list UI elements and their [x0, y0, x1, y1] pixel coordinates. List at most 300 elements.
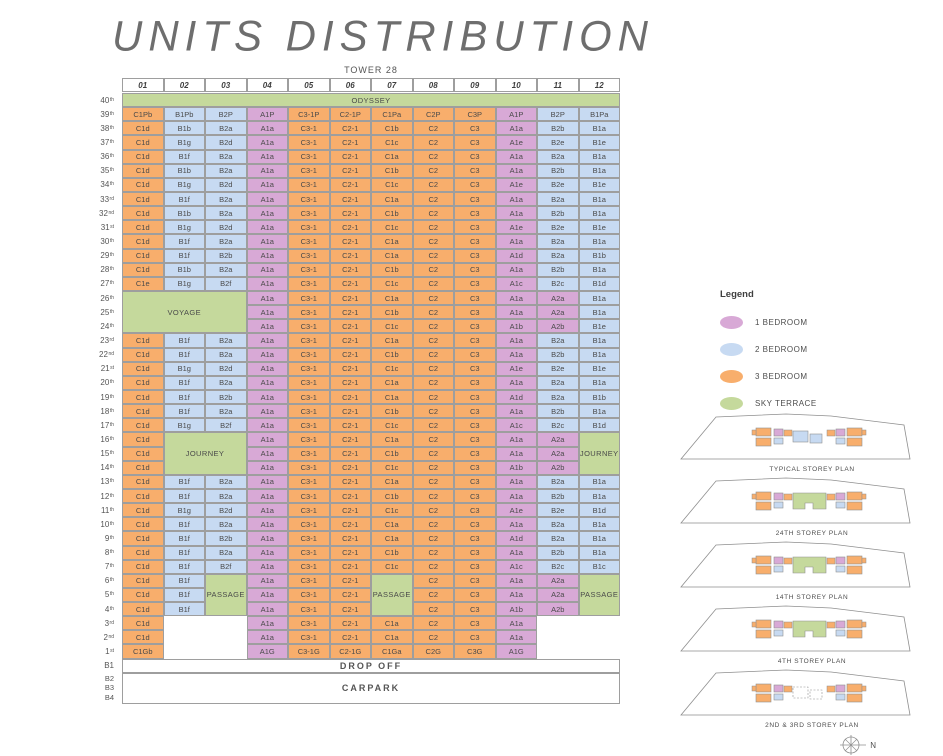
unit-cell: B2a	[537, 531, 579, 545]
unit-cell: C1b	[371, 206, 413, 220]
unit-cell: A1a	[496, 447, 538, 461]
column-header: 06	[330, 78, 372, 92]
unit-cell: B1a	[579, 404, 621, 418]
unit-cell: A1e	[496, 135, 538, 149]
unit-cell: B1f	[164, 546, 206, 560]
unit-cell: B1b	[164, 164, 206, 178]
unit-cell: B1f	[164, 475, 206, 489]
unit-cell: C2	[413, 319, 455, 333]
unit-cell: B1f	[164, 192, 206, 206]
unit-cell: C1d	[122, 348, 164, 362]
unit-cell: B1e	[579, 135, 621, 149]
unit-cell: C2	[413, 362, 455, 376]
unit-cell: B1a	[579, 376, 621, 390]
floor-label: 14 th	[100, 463, 114, 473]
unit-cell: A1G	[496, 644, 538, 658]
unit-cell: C2-1	[330, 630, 372, 644]
unit-cell: C2-1	[330, 475, 372, 489]
unit-cell: C2-1	[330, 206, 372, 220]
unit-cell: B2a	[205, 164, 247, 178]
unit-cell: B2f	[205, 560, 247, 574]
unit-cell: B1b	[579, 390, 621, 404]
column-header: 03	[205, 78, 247, 92]
unit-cell: A2a	[537, 432, 579, 446]
legend-label: 2 BEDROOM	[755, 345, 808, 354]
unit-cell: B1c	[579, 560, 621, 574]
unit-cell: B2a	[205, 192, 247, 206]
floor-label: 7 th	[104, 562, 114, 572]
unit-cell: C1b	[371, 404, 413, 418]
unit-cell: A1a	[247, 447, 289, 461]
unit-cell: B1b	[579, 249, 621, 263]
unit-cell: A2a	[537, 588, 579, 602]
storey-plan-thumbnail	[666, 540, 938, 601]
unit-cell: A1a	[247, 517, 289, 531]
unit-cell: B2b	[205, 531, 247, 545]
unit-cell: B2b	[537, 121, 579, 135]
unit-cell: B2b	[537, 546, 579, 560]
unit-cell: C2	[413, 517, 455, 531]
empty-cell	[164, 644, 247, 658]
unit-cell: C3	[454, 178, 496, 192]
plan-caption: 24TH STOREY PLAN	[775, 530, 849, 537]
unit-cell: A1b	[496, 461, 538, 475]
unit-cell: C3	[454, 192, 496, 206]
unit-cell: C1c	[371, 319, 413, 333]
unit-cell: A1e	[496, 178, 538, 192]
unit-cell: B1a	[579, 150, 621, 164]
unit-cell: B2b	[537, 404, 579, 418]
unit-cell: B2e	[537, 220, 579, 234]
unit-cell: C1d	[122, 333, 164, 347]
unit-cell: C1Pa	[371, 107, 413, 121]
floor-label: 31 st	[100, 222, 114, 232]
unit-cell: A1d	[496, 531, 538, 545]
unit-cell: A1a	[247, 588, 289, 602]
unit-cell: C3	[454, 574, 496, 588]
unit-cell: C3	[454, 234, 496, 248]
column-header: 10	[496, 78, 538, 92]
unit-cell: B1d	[579, 503, 621, 517]
floor-label: 11 th	[101, 505, 114, 515]
unit-cell: A1a	[496, 291, 538, 305]
unit-cell: B1f	[164, 348, 206, 362]
unit-cell: C3-1P	[288, 107, 330, 121]
unit-cell: C2-1	[330, 220, 372, 234]
unit-cell: C3	[454, 150, 496, 164]
unit-cell: C2	[413, 616, 455, 630]
unit-cell: C1Pb	[122, 107, 164, 121]
unit-cell: C1d	[122, 602, 164, 616]
unit-cell: C2	[413, 121, 455, 135]
unit-cell: C1d	[122, 503, 164, 517]
empty-cell	[537, 644, 620, 658]
unit-cell: C3-1	[288, 489, 330, 503]
unit-cell: C2	[413, 418, 455, 432]
unit-cell: B2c	[537, 560, 579, 574]
unit-cell: C1b	[371, 489, 413, 503]
unit-cell: A2b	[537, 319, 579, 333]
unit-cell: B2a	[205, 150, 247, 164]
unit-cell: B2a	[205, 489, 247, 503]
unit-cell: C2-1	[330, 574, 372, 588]
unit-cell: A1a	[247, 461, 289, 475]
unit-cell: C1a	[371, 475, 413, 489]
legend	[720, 289, 870, 417]
unit-cell: C2	[413, 390, 455, 404]
unit-cell: C3	[454, 249, 496, 263]
floor-label: 27 th	[100, 279, 114, 289]
unit-cell: A1a	[496, 263, 538, 277]
unit-cell: C3	[454, 418, 496, 432]
unit-cell: B1f	[164, 333, 206, 347]
unit-cell: B1a	[579, 234, 621, 248]
empty-cell	[164, 630, 247, 644]
unit-cell: C2	[413, 263, 455, 277]
unit-cell: A1a	[247, 376, 289, 390]
unit-cell: A1a	[496, 234, 538, 248]
unit-cell: B2d	[205, 503, 247, 517]
unit-cell: C1d	[122, 475, 164, 489]
unit-cell: C2	[413, 150, 455, 164]
unit-cell: A1a	[247, 291, 289, 305]
floor-label: 28 th	[100, 265, 114, 275]
legend-label: 3 BEDROOM	[755, 372, 808, 381]
unit-cell: C3	[454, 291, 496, 305]
unit-cell: A2a	[537, 447, 579, 461]
unit-cell: C1d	[122, 447, 164, 461]
unit-cell: C3-1	[288, 135, 330, 149]
unit-cell: A1a	[496, 546, 538, 560]
unit-cell: B1f	[164, 517, 206, 531]
plan-caption: 4TH STOREY PLAN	[777, 658, 847, 665]
unit-cell: C3-1	[288, 602, 330, 616]
unit-cell: C1d	[122, 489, 164, 503]
unit-cell: B2b	[537, 489, 579, 503]
unit-cell: C1d	[122, 531, 164, 545]
unit-cell: B1b	[164, 121, 206, 135]
unit-cell: B2b	[537, 263, 579, 277]
unit-cell: C1a	[371, 390, 413, 404]
unit-cell: C2	[413, 135, 455, 149]
storey-plan-thumbnail	[666, 412, 938, 473]
storey-plan-thumbnail	[666, 668, 938, 729]
unit-cell: A1e	[496, 503, 538, 517]
amenity-cell: PASSAGE	[371, 574, 413, 616]
unit-cell: C1d	[122, 206, 164, 220]
unit-cell: C2-1	[330, 277, 372, 291]
unit-cell: C1c	[371, 135, 413, 149]
unit-cell: C3-1	[288, 390, 330, 404]
unit-cell: A1a	[496, 333, 538, 347]
unit-cell: B1f	[164, 150, 206, 164]
unit-cell: C3-1	[288, 404, 330, 418]
floor-label: 17 th	[100, 420, 114, 430]
floor-label: 2 nd	[103, 632, 114, 642]
unit-cell: B2a	[205, 206, 247, 220]
unit-cell: A1a	[496, 489, 538, 503]
unit-cell: B2e	[537, 135, 579, 149]
floor-label: 24 th	[100, 321, 114, 331]
unit-cell: A1b	[496, 602, 538, 616]
unit-cell: C2	[413, 277, 455, 291]
unit-cell: B2a	[205, 546, 247, 560]
unit-cell: B2a	[537, 333, 579, 347]
unit-cell: B1f	[164, 602, 206, 616]
floor-label: 23 rd	[100, 335, 114, 345]
unit-cell: C3	[454, 305, 496, 319]
one-bedroom-swatch-icon	[720, 316, 743, 329]
unit-cell: B2a	[537, 249, 579, 263]
unit-cell: C3-1	[288, 475, 330, 489]
amenity-cell: JOURNEY	[579, 432, 621, 474]
unit-cell: C3	[454, 348, 496, 362]
unit-cell: B2a	[205, 263, 247, 277]
unit-cell: C1c	[371, 277, 413, 291]
unit-cell: C2-1	[330, 121, 372, 135]
unit-cell: B2a	[205, 348, 247, 362]
unit-cell: C3	[454, 263, 496, 277]
unit-cell: C2	[413, 574, 455, 588]
unit-cell: B2P	[537, 107, 579, 121]
unit-cell: B1a	[579, 475, 621, 489]
unit-cell: C3-1	[288, 121, 330, 135]
unit-cell: C1c	[371, 461, 413, 475]
unit-cell: B1Pa	[579, 107, 621, 121]
unit-cell: A1a	[247, 432, 289, 446]
unit-cell: C3	[454, 135, 496, 149]
floor-label: B1	[104, 661, 114, 671]
unit-cell: C3-1	[288, 305, 330, 319]
unit-cell: B2a	[205, 333, 247, 347]
unit-cell: C1d	[122, 178, 164, 192]
unit-cell: B2c	[537, 418, 579, 432]
storey-plans-panel	[666, 412, 938, 756]
unit-cell: A1a	[247, 418, 289, 432]
column-header: 04	[247, 78, 289, 92]
amenity-cell: JOURNEY	[164, 432, 247, 474]
unit-cell: C2-1	[330, 503, 372, 517]
unit-cell: B1a	[579, 121, 621, 135]
unit-cell: C3-1	[288, 531, 330, 545]
floor-label: 1 st	[105, 647, 114, 657]
carpark-cell: CARPARK	[122, 673, 620, 704]
unit-cell: C3-1	[288, 362, 330, 376]
unit-cell: A1a	[496, 616, 538, 630]
unit-cell: B2a	[205, 234, 247, 248]
unit-cell: A2b	[537, 602, 579, 616]
unit-cell: A1P	[247, 107, 289, 121]
unit-cell: C1d	[122, 135, 164, 149]
site-outline-icon	[666, 476, 924, 526]
floor-label: 20 th	[100, 378, 114, 388]
unit-cell: C2	[413, 376, 455, 390]
unit-cell: C2-1	[330, 588, 372, 602]
unit-cell: B2d	[205, 362, 247, 376]
unit-cell: C1d	[122, 249, 164, 263]
unit-cell: C2	[413, 220, 455, 234]
unit-cell: C2-1	[330, 517, 372, 531]
legend-label: SKY TERRACE	[755, 399, 817, 408]
unit-cell: B1e	[579, 362, 621, 376]
unit-cell: C2-1	[330, 546, 372, 560]
unit-cell: C3-1	[288, 418, 330, 432]
unit-cell: C3	[454, 121, 496, 135]
two-bedroom-swatch-icon	[720, 343, 743, 356]
unit-cell: C2-1	[330, 263, 372, 277]
unit-cell: C3-1	[288, 319, 330, 333]
unit-cell: C2	[413, 192, 455, 206]
unit-cell: B1a	[579, 305, 621, 319]
unit-cell: C2	[413, 503, 455, 517]
unit-cell: B2d	[205, 220, 247, 234]
unit-cell: C1d	[122, 461, 164, 475]
unit-cell: C3G	[454, 644, 496, 658]
unit-cell: B1f	[164, 560, 206, 574]
unit-cell: C2-1	[330, 531, 372, 545]
unit-cell: A1c	[496, 277, 538, 291]
unit-cell: B1g	[164, 503, 206, 517]
unit-cell: C1b	[371, 348, 413, 362]
unit-cell: C2-1	[330, 447, 372, 461]
unit-cell: A1a	[496, 475, 538, 489]
unit-cell: B1a	[579, 206, 621, 220]
unit-cell: A1d	[496, 249, 538, 263]
unit-cell: C3-1	[288, 206, 330, 220]
column-header-row	[122, 78, 620, 92]
unit-cell: A1a	[496, 574, 538, 588]
unit-cell: A1a	[496, 192, 538, 206]
unit-cell: B2d	[205, 135, 247, 149]
floor-label: 22 nd	[99, 350, 114, 360]
unit-cell: C1d	[122, 574, 164, 588]
unit-cell: C2	[413, 164, 455, 178]
unit-cell: C3	[454, 461, 496, 475]
unit-cell: B1b	[164, 206, 206, 220]
unit-cell: C2-1	[330, 164, 372, 178]
unit-cell: C3	[454, 362, 496, 376]
unit-cell: B2e	[537, 503, 579, 517]
unit-cell: A2a	[537, 305, 579, 319]
unit-cell: A1a	[247, 390, 289, 404]
unit-cell: A1a	[496, 517, 538, 531]
floor-label: 13 th	[100, 477, 114, 487]
unit-cell: A1a	[247, 531, 289, 545]
unit-cell: C3-1G	[288, 644, 330, 658]
unit-cell: C2-1	[330, 418, 372, 432]
unit-cell: C2-1	[330, 305, 372, 319]
unit-cell: B1d	[579, 418, 621, 432]
legend-title: Legend	[720, 289, 754, 300]
unit-cell: B2a	[537, 376, 579, 390]
unit-cell: C3	[454, 602, 496, 616]
unit-cell: A1a	[496, 150, 538, 164]
unit-cell: A1e	[496, 362, 538, 376]
sky-terrace-swatch-icon	[720, 397, 743, 410]
unit-cell: C1a	[371, 531, 413, 545]
unit-cell: A1a	[247, 249, 289, 263]
unit-cell: A1a	[496, 305, 538, 319]
floor-label: 37 th	[100, 137, 114, 147]
unit-cell: C1c	[371, 560, 413, 574]
unit-cell: C1a	[371, 630, 413, 644]
unit-cell: B1f	[164, 588, 206, 602]
unit-cell: C3	[454, 390, 496, 404]
unit-cell: A2a	[537, 291, 579, 305]
unit-cell: B1Pb	[164, 107, 206, 121]
unit-cell: C3	[454, 220, 496, 234]
unit-cell: C1d	[122, 263, 164, 277]
unit-cell: B2a	[205, 517, 247, 531]
unit-cell: C1a	[371, 517, 413, 531]
plan-caption: TYPICAL STOREY PLAN	[769, 466, 855, 473]
floor-label: 33 rd	[100, 194, 114, 204]
unit-cell: C2-1	[330, 404, 372, 418]
unit-cell: C3-1	[288, 192, 330, 206]
unit-cell: C3-1	[288, 517, 330, 531]
unit-cell: B1f	[164, 234, 206, 248]
unit-cell: C2-1	[330, 249, 372, 263]
unit-cell: C2-1P	[330, 107, 372, 121]
unit-cell: C1d	[122, 150, 164, 164]
unit-cell: B1f	[164, 249, 206, 263]
unit-cell: C3-1	[288, 249, 330, 263]
unit-cell: C1d	[122, 432, 164, 446]
unit-cell: C1e	[122, 277, 164, 291]
unit-cell: C3	[454, 517, 496, 531]
floor-label: 29 th	[100, 251, 114, 261]
unit-cell: C3	[454, 531, 496, 545]
unit-cell: C2-1	[330, 362, 372, 376]
unit-cell: C2	[413, 560, 455, 574]
storey-plan-thumbnail	[666, 604, 938, 665]
unit-cell: C1d	[122, 234, 164, 248]
unit-cell: B1a	[579, 517, 621, 531]
site-outline-icon	[666, 668, 924, 718]
unit-cell: C1d	[122, 164, 164, 178]
unit-cell: A1a	[247, 263, 289, 277]
floor-label: 4 th	[104, 604, 114, 614]
unit-cell: C2-1	[330, 319, 372, 333]
unit-cell: C1b	[371, 263, 413, 277]
unit-cell: A1a	[247, 220, 289, 234]
unit-cell: C1b	[371, 447, 413, 461]
floor-label: 10 th	[100, 519, 114, 529]
unit-cell: B1a	[579, 291, 621, 305]
drop-off-cell: DROP OFF	[122, 659, 620, 673]
unit-cell: C1c	[371, 362, 413, 376]
unit-cell: B1f	[164, 376, 206, 390]
unit-cell: A1a	[496, 164, 538, 178]
unit-cell: C1d	[122, 588, 164, 602]
unit-cell: C1d	[122, 546, 164, 560]
unit-cell: B1f	[164, 404, 206, 418]
unit-cell: A1e	[496, 220, 538, 234]
unit-cell: B1a	[579, 348, 621, 362]
unit-cell: A1a	[496, 404, 538, 418]
unit-cell: A2a	[537, 574, 579, 588]
unit-cell: C2	[413, 489, 455, 503]
legend-item	[720, 363, 870, 390]
unit-cell: C3	[454, 546, 496, 560]
floor-label: 8 th	[104, 548, 114, 558]
unit-cell: A1a	[247, 121, 289, 135]
unit-cell: C2	[413, 348, 455, 362]
unit-cell: B2a	[205, 376, 247, 390]
unit-cell: C1c	[371, 220, 413, 234]
floor-label: 16 th	[100, 434, 114, 444]
unit-cell: C3	[454, 333, 496, 347]
